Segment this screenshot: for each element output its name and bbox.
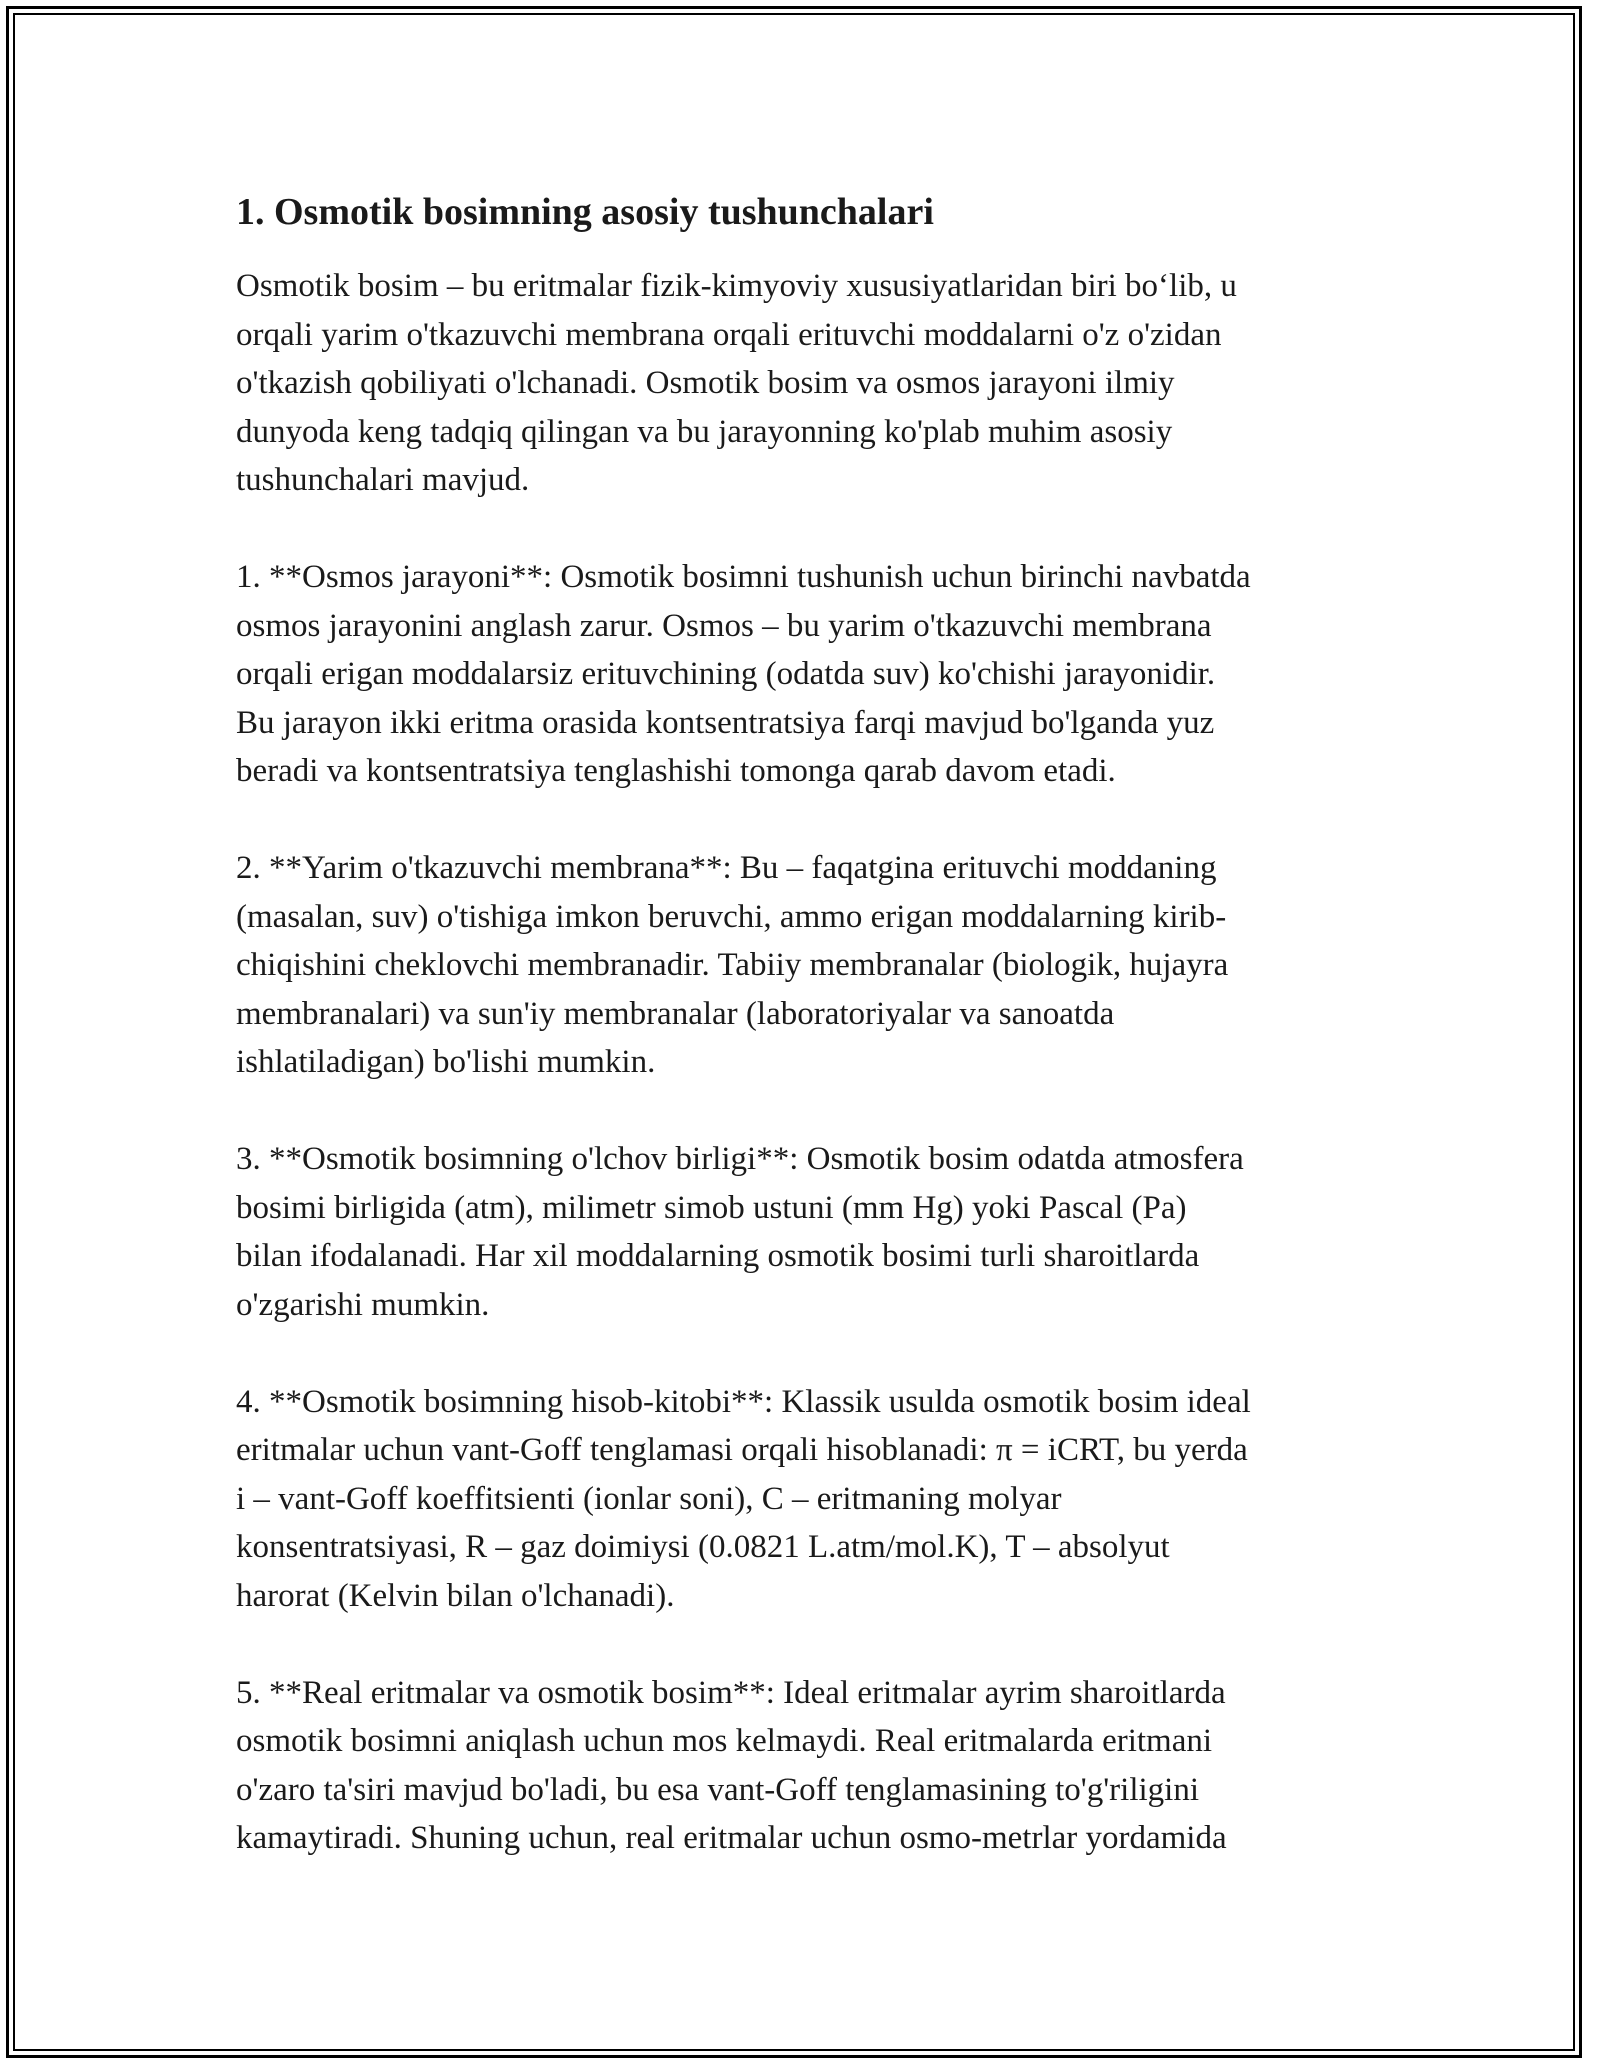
text-line: o'tkazish qobiliyati o'lchanadi. Osmotik bosim va osmos jarayoni ilmiy xyxy=(236,365,1175,401)
list-item-olchov-birligi xyxy=(236,1135,1376,1329)
list-item-real-eritmalar xyxy=(236,1669,1376,1863)
intro-paragraph xyxy=(236,262,1376,505)
text-line: orqali yarim o'tkazuvchi membrana orqali erituvchi moddalarni o'z o'zidan xyxy=(236,316,1222,353)
text-line: chiqishini cheklovchi membranadir. Tabiiy membranalar (biologik, hujayra xyxy=(236,947,1229,983)
text-line: 2. **Yarim o'tkazuvchi membrana**: Bu – faqatgina erituvchi moddaning xyxy=(236,850,1217,886)
section-heading: 1. Osmotik bosimning asosiy tushunchalari xyxy=(236,191,934,233)
text-line: osmotik bosimni aniqlash uchun mos kelmaydi. Real eritmalarda eritmani xyxy=(236,1723,1213,1759)
text-line: orqali erigan moddalarsiz erituvchining (odatda suv) ko'chishi jarayonidir. xyxy=(236,656,1216,692)
text-line: beradi va kontsentratsiya tenglashishi tomonga qarab davom etadi. xyxy=(236,753,1116,789)
list-item-yarim-membrana xyxy=(236,844,1376,1087)
text-line: Bu jarayon ikki eritma orasida kontsentratsiya farqi mavjud bo'lganda yuz xyxy=(236,704,1215,741)
text-line: o'zgarishi mumkin. xyxy=(236,1286,490,1323)
text-line: ishlatiladigan) bo'lishi mumkin. xyxy=(236,1044,656,1080)
text-line: tushunchalari mavjud. xyxy=(236,462,530,498)
text-line: bilan ifodalanadi. Har xil moddalarning osmotik bosimi turli sharoitlarda xyxy=(236,1238,1200,1274)
text-line: membranalari) va sun'iy membranalar (laboratoriyalar va sanoatda xyxy=(236,995,1115,1032)
text-line: bosimi birligida (atm), milimetr simob ustuni (mm Hg) yoki Pascal (Pa) xyxy=(236,1189,1187,1226)
list-item-hisob-kitobi xyxy=(236,1378,1376,1621)
text-line: Osmotik bosim – bu eritmalar fizik-kimyoviy xususiyatlaridan biri bo‘lib, u xyxy=(236,268,1237,304)
text-line: 4. **Osmotik bosimning hisob-kitobi**: Klassik usulda osmotik bosim ideal xyxy=(236,1383,1251,1420)
text-line: 1. **Osmos jarayoni**: Osmotik bosimni tushunish uchun birinchi navbatda xyxy=(236,559,1251,595)
text-line: dunyoda keng tadqiq qilingan va bu jarayonning ko'plab muhim asosiy xyxy=(236,413,1173,450)
text-line: konsentratsiyasi, R – gaz doimiysi (0.0821 L.atm/mol.K), T – absolyut xyxy=(236,1529,1170,1565)
text-line: harorat (Kelvin bilan o'lchanadi). xyxy=(236,1577,675,1614)
document-body xyxy=(236,188,1376,1911)
text-line: i – vant-Goff koeffitsienti (ionlar soni), C – eritmaning molyar xyxy=(236,1480,1062,1517)
text-line: 5. **Real eritmalar va osmotik bosim**: Ideal eritmalar ayrim sharoitlarda xyxy=(236,1674,1226,1711)
text-line: o'zaro ta'siri mavjud bo'ladi, bu esa vant-Goff tenglamasining to'g'riligini xyxy=(236,1771,1199,1808)
text-line: osmos jarayonini anglash zarur. Osmos – bu yarim o'tkazuvchi membrana xyxy=(236,607,1212,644)
text-line: (masalan, suv) o'tishiga imkon beruvchi, ammo erigan moddalarning kirib- xyxy=(236,898,1227,935)
list-item-osmos-jarayoni xyxy=(236,553,1376,796)
text-line: 3. **Osmotik bosimning o'lchov birligi**: Osmotik bosim odatda atmosfera xyxy=(236,1141,1244,1177)
text-line: eritmalar uchun vant-Goff tenglamasi orqali hisoblanadi: π = iCRT, bu yerda xyxy=(236,1432,1248,1468)
text-line: kamaytiradi. Shuning uchun, real eritmalar uchun osmo-metrlar yordamida xyxy=(236,1820,1227,1856)
